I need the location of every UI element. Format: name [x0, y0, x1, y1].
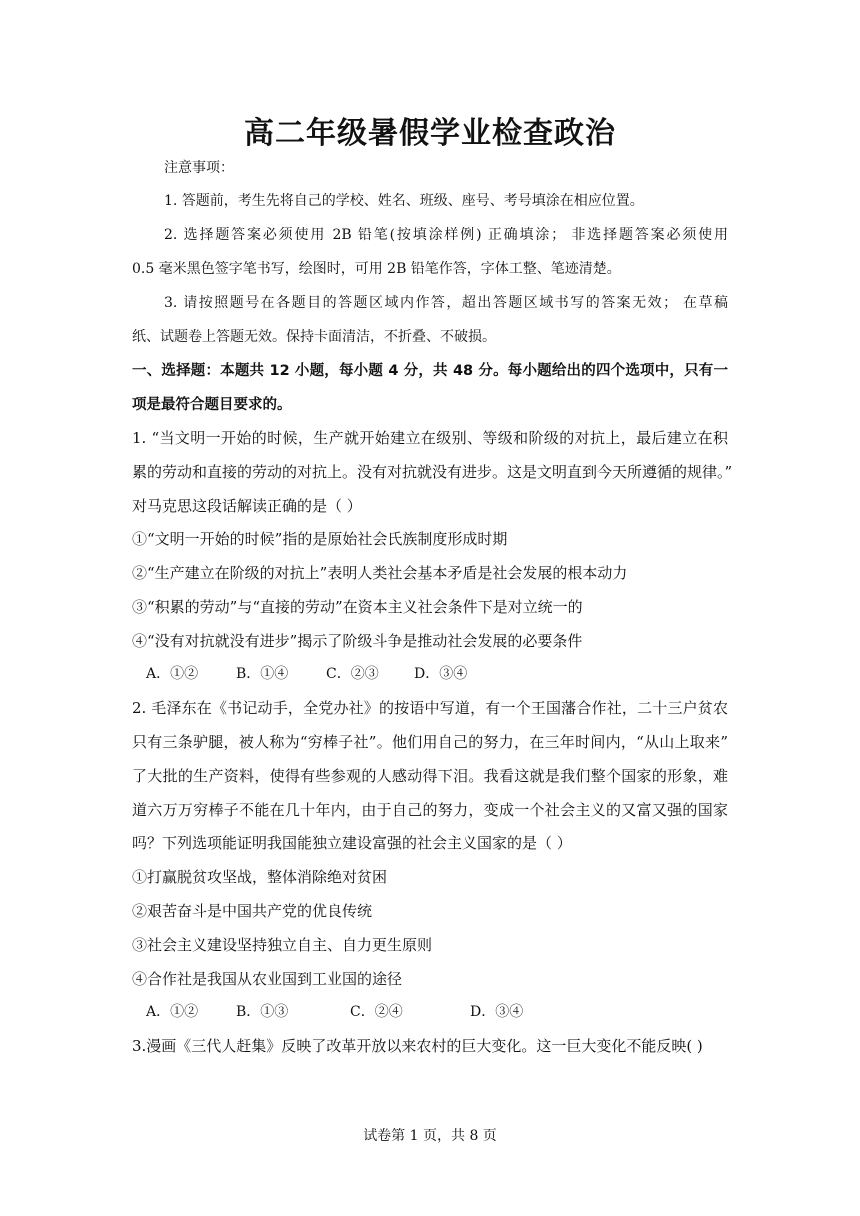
notice-item-3-line-2: 纸、试题卷上答题无效。保持卡面清洁，不折叠、不破损。: [132, 329, 496, 345]
q1-stem-line-3: 对马克思这段话解读正确的是（ ）: [132, 497, 362, 515]
q2-statement-1: ①打赢脱贫攻坚战，整体消除绝对贫困: [132, 868, 388, 886]
notice-heading: 注意事项：: [164, 160, 234, 176]
q2-statement-3: ③社会主义建设坚持独立自主、自力更生原则: [132, 936, 433, 954]
page-title: 高二年级暑假学业检查政治: [244, 116, 616, 151]
q2-option-b: B．①③: [236, 1004, 289, 1020]
q2-option-d: D．③④: [470, 1004, 524, 1020]
q1-statement-2: ②“生产建立在阶级的对抗上”表明人类社会基本矛盾是社会发展的根本动力: [132, 564, 628, 582]
q2-statement-2: ②艰苦奋斗是中国共产党的优良传统: [132, 902, 373, 920]
q1-options: [146, 664, 742, 684]
q3-stem-line-1: 3.漫画《三代人赶集》反映了改革开放以来农村的巨大变化。这一巨大变化不能反映( ): [132, 1037, 703, 1055]
q2-options: [146, 1002, 742, 1022]
q1-statement-4: ④“没有对抗就没有进步”揭示了阶级斗争是推动社会发展的必要条件: [132, 632, 583, 650]
q1-option-b: B．①④: [236, 666, 289, 682]
q2-stem-line-2: 只有三条驴腿，被人称为“穷棒子社”。他们用自己的努力，在三年时间内，“从山上取来”: [132, 733, 728, 751]
notice-item-3-line-1: 3. 请按照题号在各题目的答题区域内作答，超出答题区域书写的答案无效； 在草稿: [164, 295, 728, 311]
notice-item-2-line-1: 2. 选择题答案必须使用 2B 铅笔(按填涂样例) 正确填涂； 非选择题答案必须使用: [164, 227, 728, 243]
q1-option-a: A．①②: [146, 666, 199, 682]
section-heading-line-2: 项是最符合题目要求的。: [132, 397, 292, 413]
notice-item-2-line-2: 0.5 毫米黑色签字笔书写，绘图时，可用 2B 铅笔作答，字体工整、笔迹清楚。: [132, 261, 621, 277]
q2-option-c: C．②④: [350, 1004, 403, 1020]
q1-statement-1: ①“文明一开始的时候”指的是原始社会氏族制度形成时期: [132, 530, 508, 548]
q2-stem-line-5: 吗？下列选项能证明我国能独立建设富强的社会主义国家的是（ ）: [132, 834, 572, 852]
q1-option-c: C．②③: [326, 666, 379, 682]
q2-statement-4: ④合作社是我国从农业国到工业国的途径: [132, 970, 403, 988]
page-footer: 试卷第 1 页，共 8 页: [363, 1128, 497, 1144]
q1-statement-3: ③“积累的劳动”与“直接的劳动”在资本主义社会条件下是对立统一的: [132, 598, 583, 616]
q1-stem-line-1: 1. “当文明一开始的时候，生产就开始建立在级别、等级和阶级的对抗上，最后建立在积: [132, 429, 728, 447]
q2-option-a: A．①②: [146, 1004, 199, 1020]
q2-stem-line-3: 了大批的生产资料，使得有些参观的人感动得下泪。我看这就是我们整个国家的形象，难: [132, 767, 728, 785]
notice-item-1: 1. 答题前，考生先将自己的学校、姓名、班级、座号、考号填涂在相应位置。: [164, 193, 644, 209]
q1-option-d: D．③④: [414, 666, 468, 682]
section-heading-line-1: 一、选择题：本题共 12 小题，每小题 4 分，共 48 分。每小题给出的四个选项中，只有一: [132, 363, 728, 379]
q2-stem-line-4: 道六万万穷棒子不能在几十年内，由于自己的努力，变成一个社会主义的又富又强的国家: [132, 801, 728, 819]
q1-stem-line-2: 累的劳动和直接的劳动的对抗上。没有对抗就没有进步。这是文明直到今天所遵循的规律。”: [132, 463, 733, 481]
q2-stem-line-1: 2. 毛泽东在《书记动手，全党办社》的按语中写道，有一个王国藩合作社，二十三户贫农: [132, 699, 728, 717]
